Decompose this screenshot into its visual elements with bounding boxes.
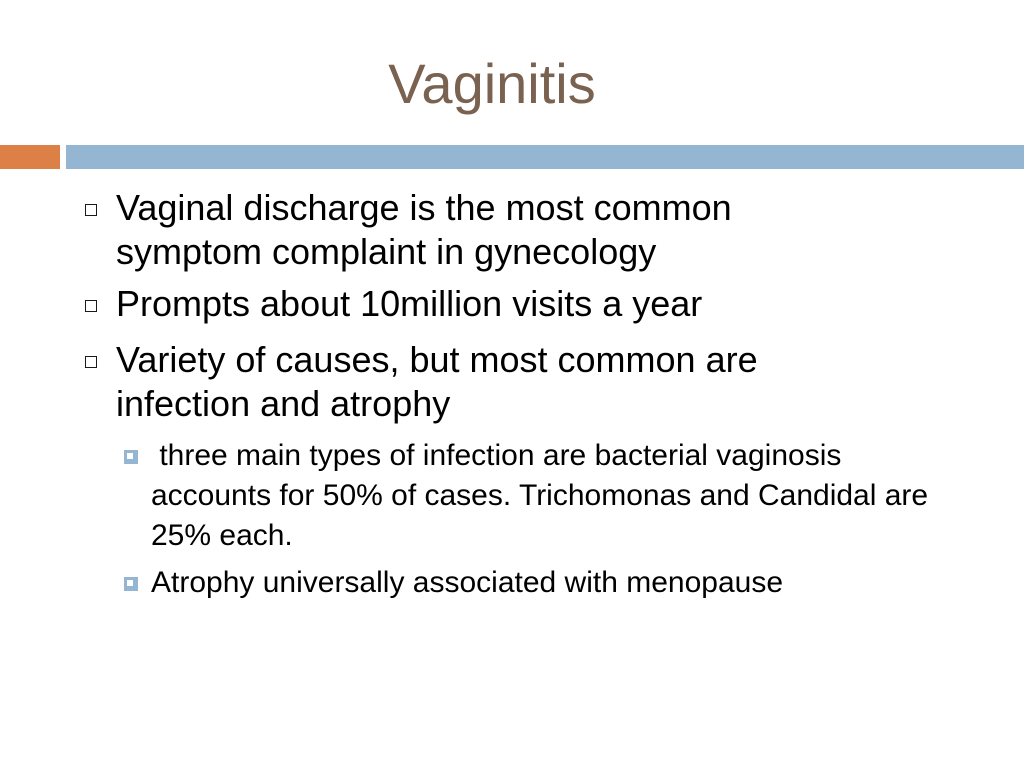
bullet-text: Prompts about 10million visits a year [116, 283, 703, 324]
hollow-square-bullet-icon [85, 300, 97, 312]
slide-title: Vaginitis [388, 52, 596, 115]
filled-square-bullet-icon [124, 450, 138, 464]
bullet-item [116, 282, 876, 326]
sub-bullet-text: Atrophy universally associated with menopause [151, 566, 784, 599]
bullet-item [116, 186, 876, 274]
sub-bullet-item [151, 436, 951, 556]
sub-bullet-text: three main types of infection are bacterial vaginosis accounts for 50% of cases. Trichomonas and Candidal are 25% each. [151, 439, 937, 552]
hollow-square-bullet-icon [85, 356, 97, 368]
hollow-square-bullet-icon [85, 204, 97, 216]
bullet-text: Variety of causes, but most common are infection and atrophy [116, 339, 758, 424]
bullet-text: Vaginal discharge is the most common symptom complaint in gynecology [116, 187, 732, 272]
filled-square-bullet-icon [124, 577, 138, 591]
bullet-item [116, 338, 876, 426]
sub-bullet-item [151, 563, 951, 603]
